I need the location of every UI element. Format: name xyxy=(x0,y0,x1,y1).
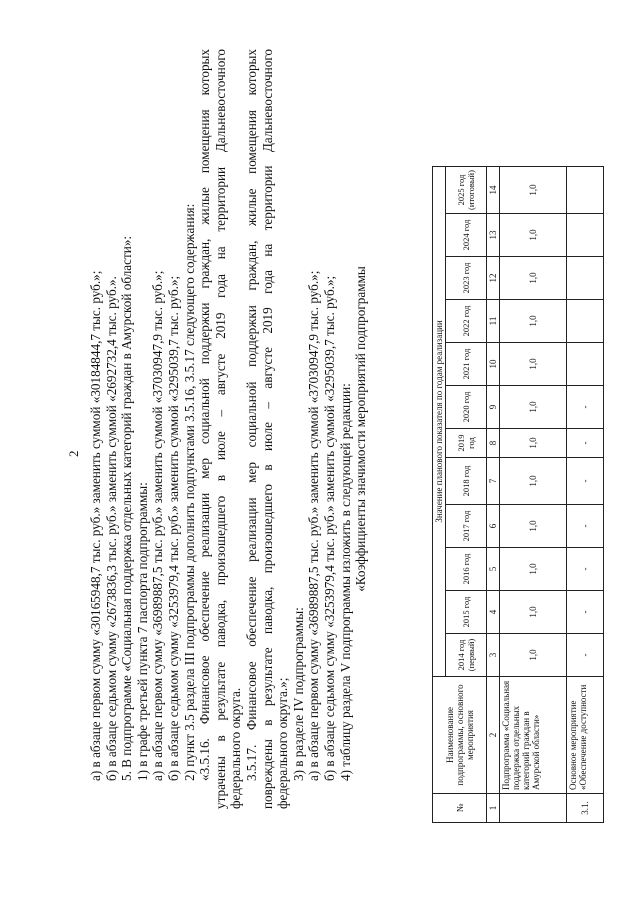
header-name: Наименование подпрограммы, основного мероприятия xyxy=(433,677,487,794)
row-value xyxy=(567,167,604,214)
row-value: 1,0 xyxy=(500,386,567,429)
year-header: 2024 год xyxy=(446,214,487,257)
year-header: 2025 год (итоговый) xyxy=(446,167,487,214)
row-value: - xyxy=(567,548,604,591)
row-value: - xyxy=(567,634,604,677)
column-number-row xyxy=(487,167,500,823)
year-header: 2020 год xyxy=(446,386,487,429)
text-line: 1) в графе третьей пункта 7 паспорта подпрограммы: xyxy=(134,482,150,781)
row-value: - xyxy=(567,591,604,634)
text-line: федерального округа.»; xyxy=(275,677,291,809)
page-number: 2 xyxy=(66,450,81,457)
significance-table xyxy=(432,166,604,823)
row-value: 1,0 xyxy=(500,429,567,458)
text-line: б) в абзаце седьмом сумму «2673836,3 тыс. руб.» заменить суммой «2692732,4 тыс. руб.». xyxy=(103,276,119,781)
table-header-row xyxy=(433,167,446,823)
text-line: утрачены в результате паводка, произошедшего в июле – августе 2019 года на территории Дальневосточного xyxy=(212,49,228,809)
column-number: 11 xyxy=(487,300,500,343)
row-value: 1,0 xyxy=(500,458,567,505)
row-name: Подпрограмма «Социальная поддержка отдельных категорий граждан в Амурской области» xyxy=(500,677,567,794)
text-line: а) в абзаце первом сумму «30165948,7 тыс. руб.» заменить суммой «30184844,7 тыс. руб.»; xyxy=(88,270,103,781)
year-header: 2021 год xyxy=(446,343,487,386)
row-value: 1,0 xyxy=(500,214,567,257)
row-value: - xyxy=(567,429,604,458)
column-number: 12 xyxy=(487,257,500,300)
row-value: - xyxy=(567,386,604,429)
year-header: 2014 год (первый) xyxy=(446,634,487,677)
year-header: 2015 год xyxy=(446,591,487,634)
column-number: 13 xyxy=(487,214,500,257)
header-num: № xyxy=(433,794,487,823)
text-line: а) в абзаце первом сумму «36989887,5 тыс. руб.» заменить суммой «37030947,9 тыс. руб.»; xyxy=(150,270,166,781)
row-value: 1,0 xyxy=(500,591,567,634)
row-value: 1,0 xyxy=(500,505,567,548)
row-value: 1,0 xyxy=(500,343,567,386)
column-number: 2 xyxy=(487,677,500,794)
text-line: 3.5.17. Финансовое обеспечение реализации мер социальной поддержки граждан, жилые помещения которых xyxy=(243,49,259,781)
row-value xyxy=(567,300,604,343)
row-num xyxy=(500,794,567,823)
column-number: 10 xyxy=(487,343,500,386)
column-number: 7 xyxy=(487,458,500,505)
table-caption: «Коэффициенты значимости мероприятий подпрограммы xyxy=(353,266,369,592)
table-row xyxy=(567,167,604,823)
row-value xyxy=(567,343,604,386)
row-value: 1,0 xyxy=(500,257,567,300)
column-number: 1 xyxy=(487,794,500,823)
row-value: 1,0 xyxy=(500,634,567,677)
row-value: - xyxy=(567,505,604,548)
row-value: 1,0 xyxy=(500,300,567,343)
text-line: федерального округа. xyxy=(228,687,244,809)
text-line: б) в абзаце седьмом сумму «3253979,4 тыс. руб.» заменить суммой «3295039,7 тыс. руб.»; xyxy=(165,275,181,781)
text-line: 5. В подпрограмме «Социальная поддержка отдельных категорий граждан в Амурской области»: xyxy=(119,235,135,781)
column-number: 5 xyxy=(487,548,500,591)
year-header: 2018 год xyxy=(446,458,487,505)
column-number: 9 xyxy=(487,386,500,429)
text-line: повреждены в результате паводка, произошедшего в июле – августе 2019 года на территории Дальневосточного xyxy=(259,49,275,809)
column-number: 6 xyxy=(487,505,500,548)
year-header: 2016 год xyxy=(446,548,487,591)
year-header: 2022 год xyxy=(446,300,487,343)
row-value: 1,0 xyxy=(500,548,567,591)
text-line: 2) пункт 3.5 раздела III подпрограммы дополнить подпунктами 3.5.16, 3.5.17 следующего содержания: xyxy=(181,203,197,781)
year-header: 2023 год xyxy=(446,257,487,300)
row-num: 3.1. xyxy=(567,794,604,823)
row-value: 1,0 xyxy=(500,167,567,214)
table-row xyxy=(500,167,567,823)
document-body xyxy=(88,49,369,809)
row-name: Основное мероприятие «Обеспечение доступности xyxy=(567,677,604,794)
header-group: Значение планового показателя по годам реализации xyxy=(433,167,446,677)
text-line: «3.5.16. Финансовое обеспечение реализации мер социальной поддержки граждан, жилые помещения которых xyxy=(197,49,213,781)
text-line: 3) в разделе IV подпрограммы: xyxy=(290,607,306,781)
column-number: 8 xyxy=(487,429,500,458)
text-line: б) в абзаце седьмом сумму «3253979,4 тыс. руб.» заменить суммой «3295039,7 тыс. руб.»; xyxy=(321,275,337,781)
column-number: 14 xyxy=(487,167,500,214)
row-value xyxy=(567,214,604,257)
column-number: 3 xyxy=(487,634,500,677)
row-value: - xyxy=(567,458,604,505)
year-header: 2019 год xyxy=(446,429,487,458)
column-number: 4 xyxy=(487,591,500,634)
text-line: а) в абзаце первом сумму «36989887,5 тыс. руб.» заменить суммой «37030947,9 тыс. руб.»; xyxy=(306,270,322,781)
text-line: 4) таблицу раздела V подпрограммы изложить в следующей редакции: xyxy=(337,383,353,781)
year-header: 2017 год xyxy=(446,505,487,548)
row-value xyxy=(567,257,604,300)
